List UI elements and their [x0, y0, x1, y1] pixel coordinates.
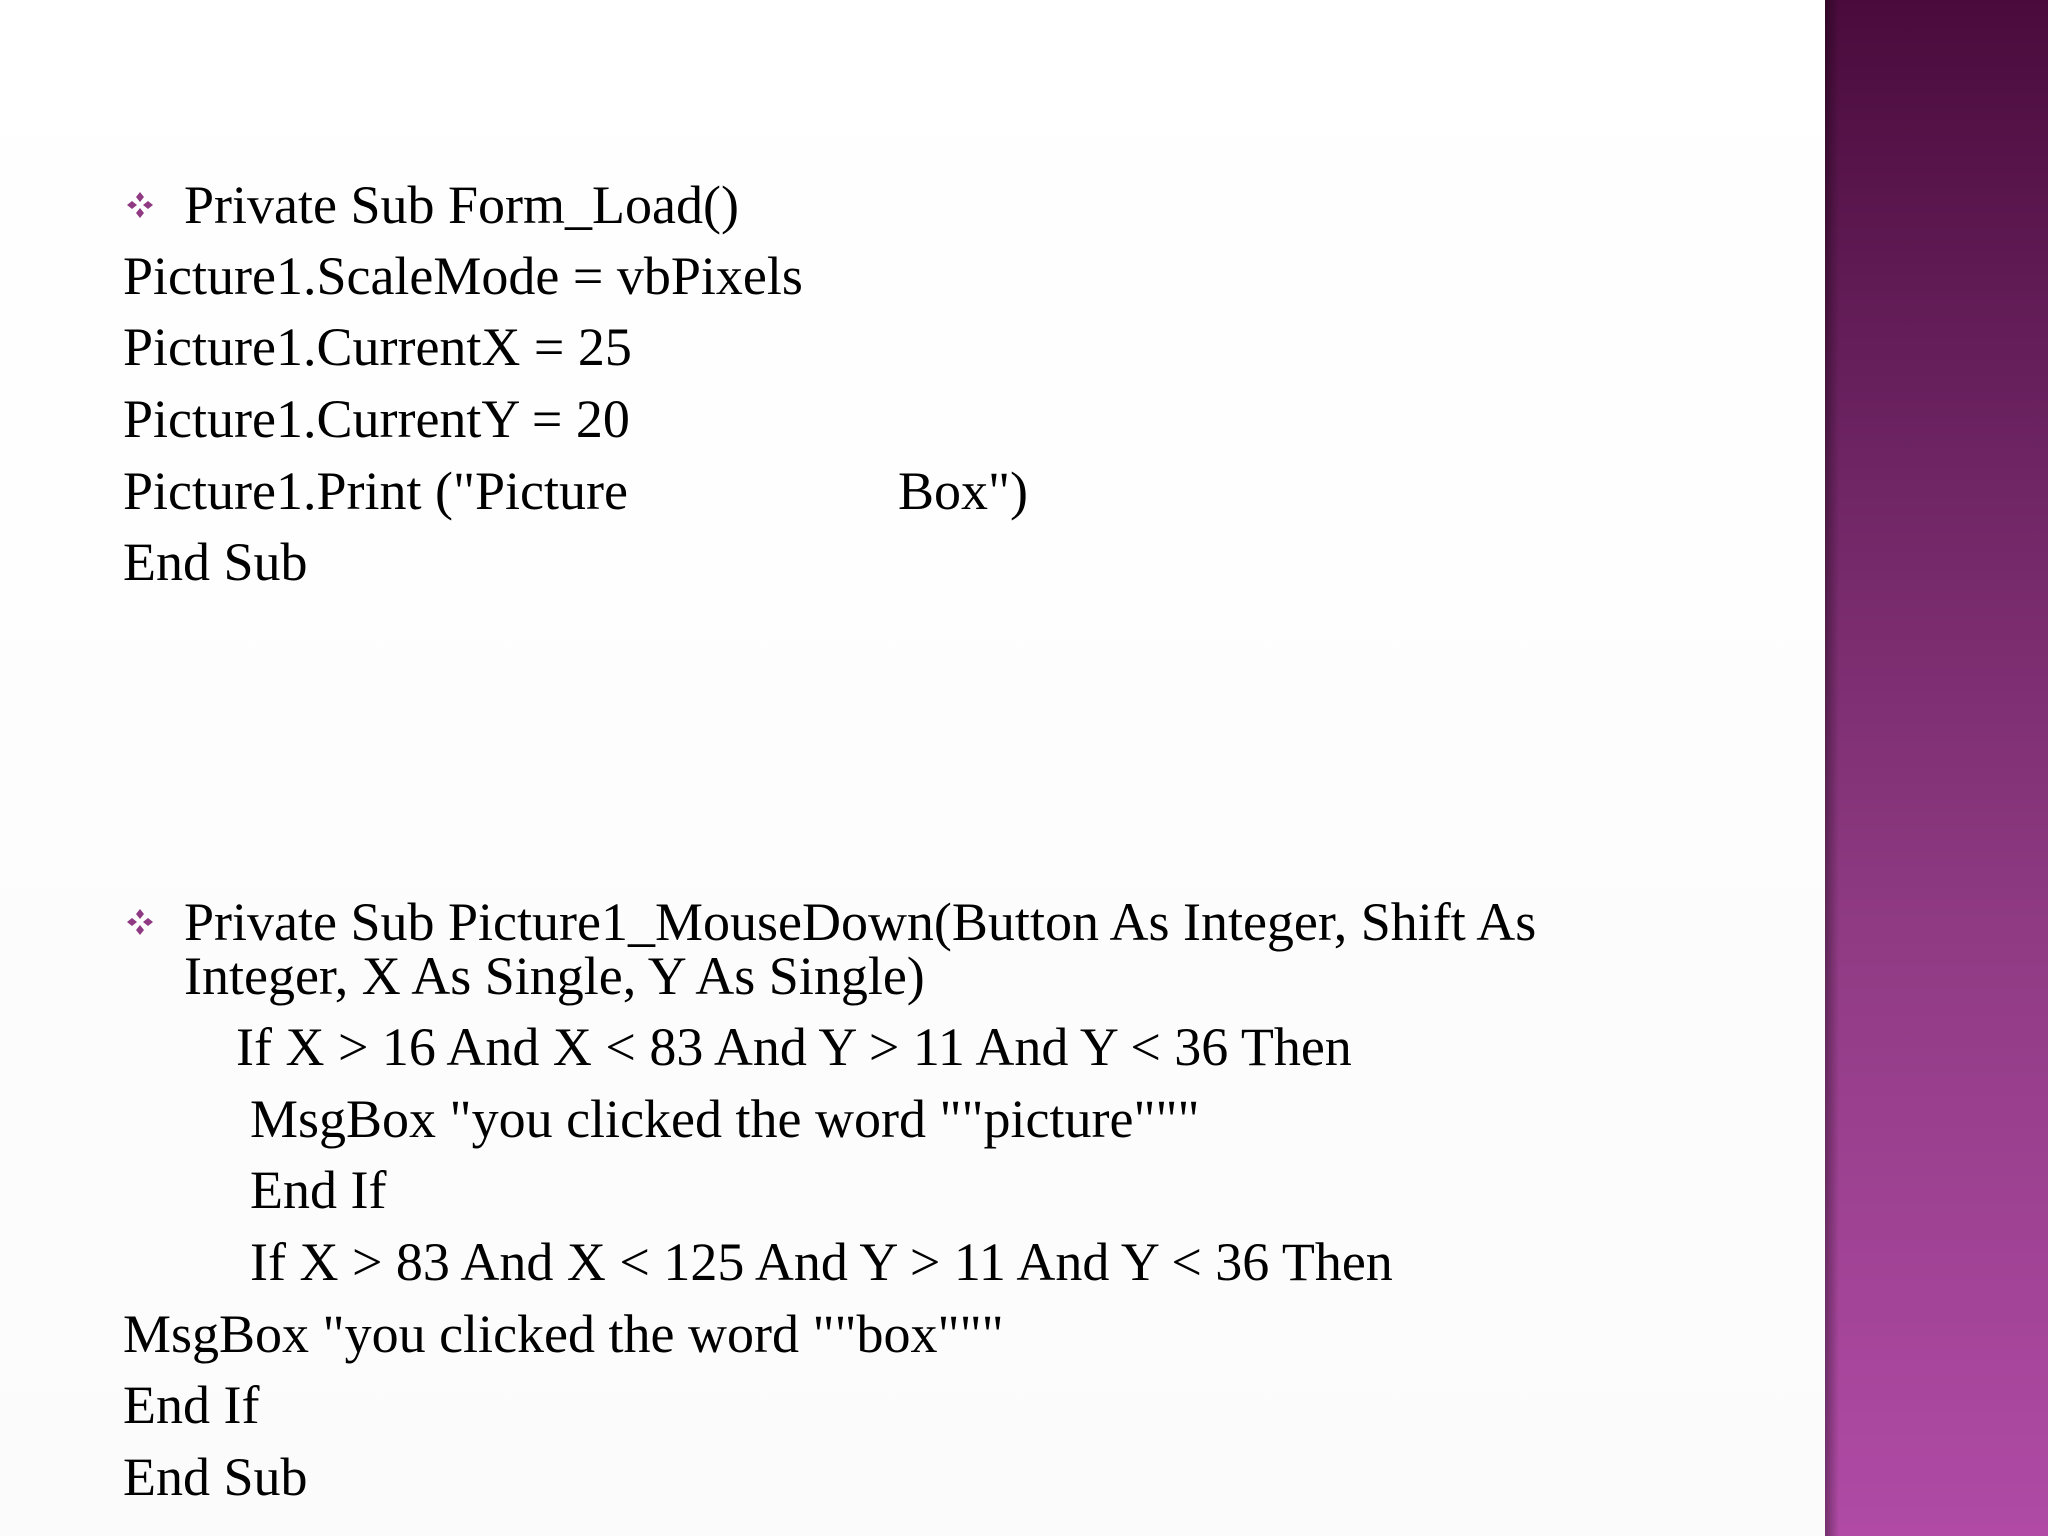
code-line: Picture1.CurrentY = 20 [123, 389, 630, 449]
code-line: End Sub [123, 532, 308, 592]
decorative-side-band [1825, 0, 2048, 1536]
code-line: End Sub [123, 1447, 308, 1507]
code-line: End If [250, 1160, 387, 1220]
bullet-text-mousedown-line2: Integer, X As Single, Y As Single) [184, 946, 925, 1006]
code-line: Picture1.Print ("Picture Box") [123, 461, 1029, 521]
code-line: MsgBox "you clicked the word ""box""" [123, 1304, 1004, 1364]
code-line: If X > 83 And X < 125 And Y > 11 And Y < 36 Then [250, 1232, 1393, 1292]
bullet-text-form-load: Private Sub Form_Load() [184, 175, 739, 235]
code-line: Picture1.CurrentX = 25 [123, 317, 632, 377]
code-line: End If [123, 1375, 260, 1435]
code-line: MsgBox "you clicked the word ""picture""" [250, 1089, 1200, 1149]
code-line: Picture1.ScaleMode = vbPixels [123, 246, 803, 306]
code-line: If X > 16 And X < 83 And Y > 11 And Y < 36 Then [236, 1017, 1352, 1077]
diamond-bullet-icon [125, 907, 155, 937]
side-band-shadow [1825, 0, 1839, 1536]
bullet-text-mousedown-line1: Private Sub Picture1_MouseDown(Button As Integer, Shift As [184, 892, 1537, 952]
diamond-bullet-icon [125, 190, 155, 220]
